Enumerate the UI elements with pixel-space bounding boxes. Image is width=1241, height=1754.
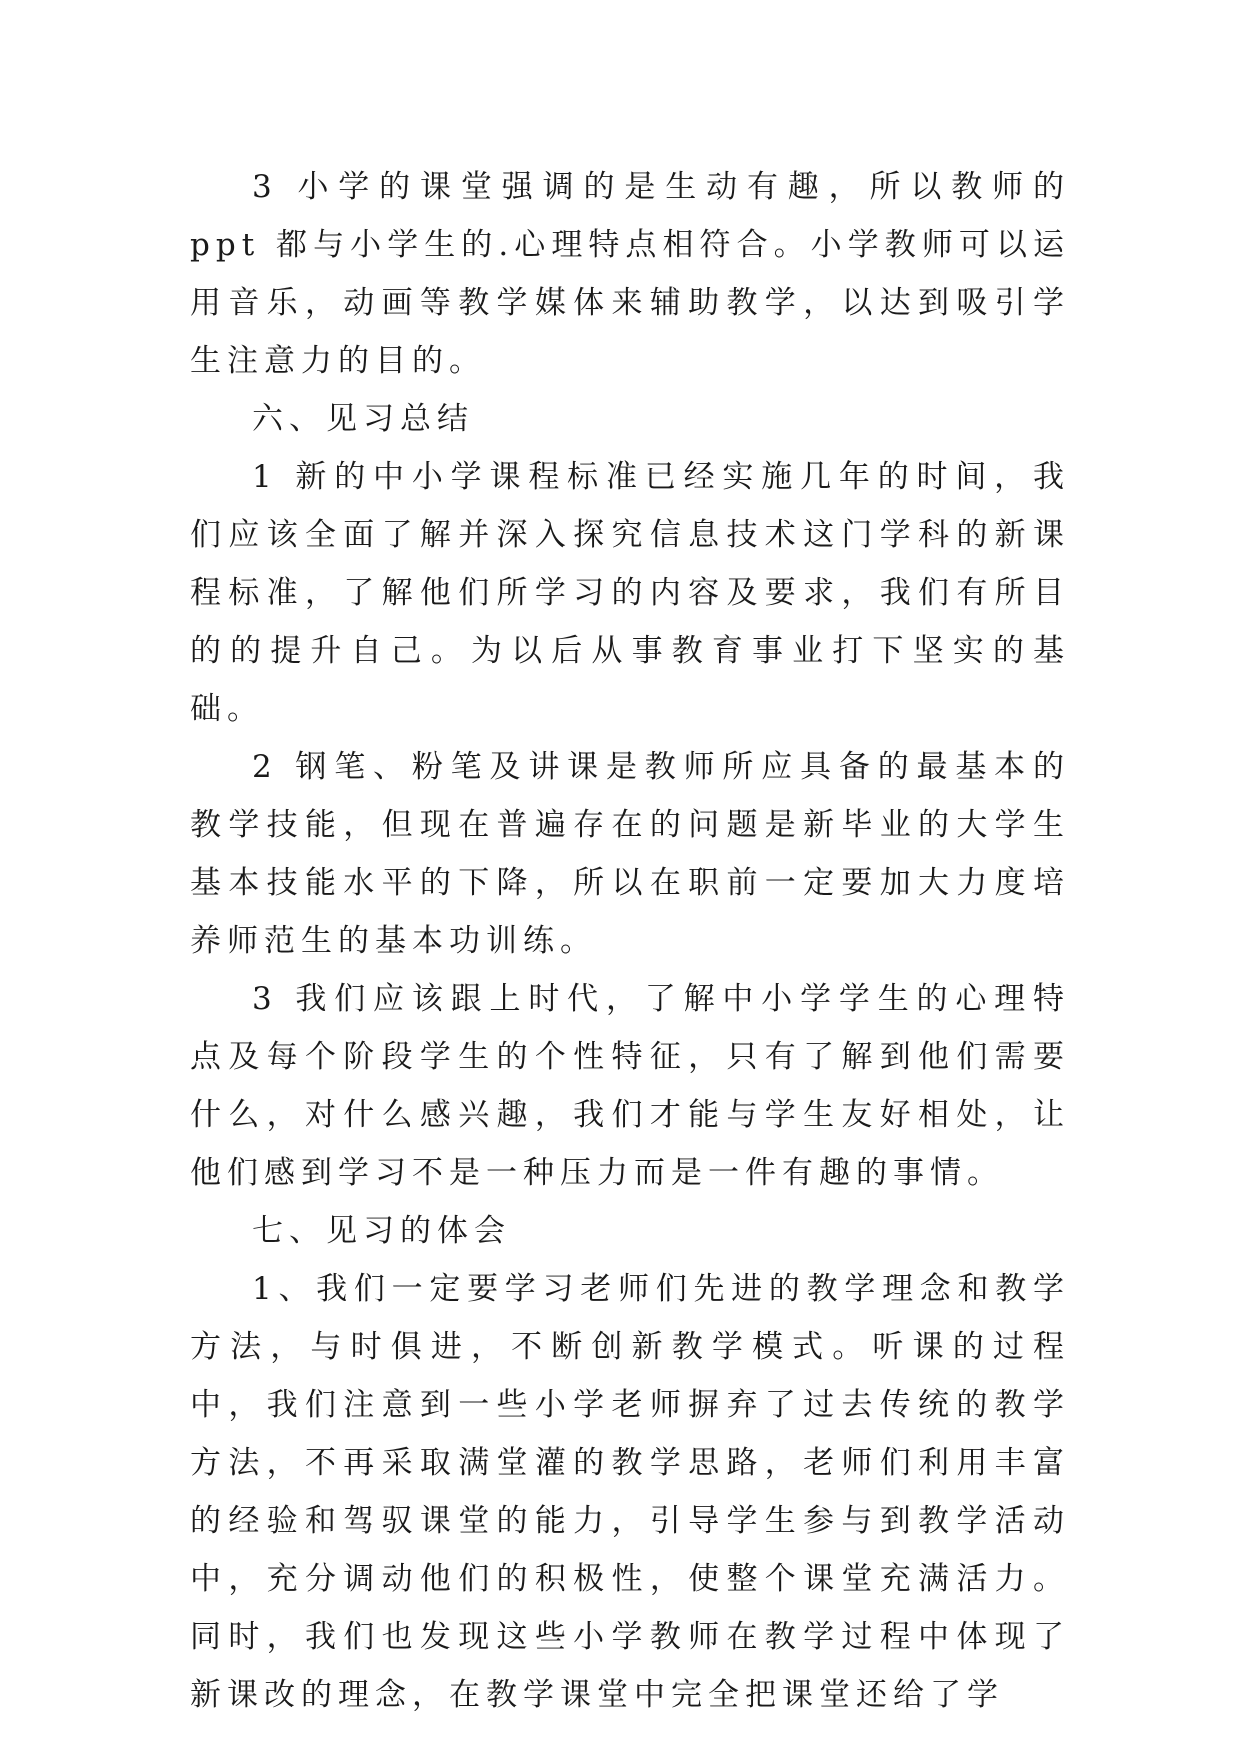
paragraph-basic-skills: 2 钢笔、粉笔及讲课是教师所应具备的最基本的教学技能，但现在普遍存在的问题是新毕业的大学生基本技能水平的下降，所以在职前一定要加大力度培养师范生的基本功训练。	[190, 749, 1070, 959]
section-heading-summary: 六、见习总结	[252, 401, 474, 437]
paragraph-ppt-media: 3 小学的课堂强调的是生动有趣，所以教师的 ppt 都与小学生的.心理特点相符合。小学教师可以运用音乐，动画等教学媒体来辅助教学，以达到吸引学生注意力的目的。	[190, 169, 1070, 379]
document-body	[190, 158, 1070, 1724]
paragraph-student-psychology: 3 我们应该跟上时代，了解中小学学生的心理特点及每个阶段学生的个性特征，只有了解到他们需要什么，对什么感兴趣，我们才能与学生友好相处，让他们感到学习不是一种压力而是一件有趣的事情。	[190, 981, 1070, 1191]
paragraph-teaching-methods: 1、我们一定要学习老师们先进的教学理念和教学方法，与时俱进，不断创新教学模式。听课的过程中，我们注意到一些小学老师摒弃了过去传统的教学方法，不再采取满堂灌的教学思路，老师们利用丰富的经验和驾驭课堂的能力，引导学生参与到教学活动中，充分调动他们的积极性，使整个课堂充满活力。同时，我们也发现这些小学教师在教学过程中体现了新课改的理念，在教学课堂中完全把课堂还给了学	[190, 1271, 1070, 1713]
section-heading-reflections: 七、见习的体会	[252, 1213, 511, 1249]
paragraph-curriculum-standard: 1 新的中小学课程标准已经实施几年的时间，我们应该全面了解并深入探究信息技术这门学科的新课程标准，了解他们所学习的内容及要求，我们有所目的的提升自己。为以后从事教育事业打下坚实的基础。	[190, 459, 1070, 727]
